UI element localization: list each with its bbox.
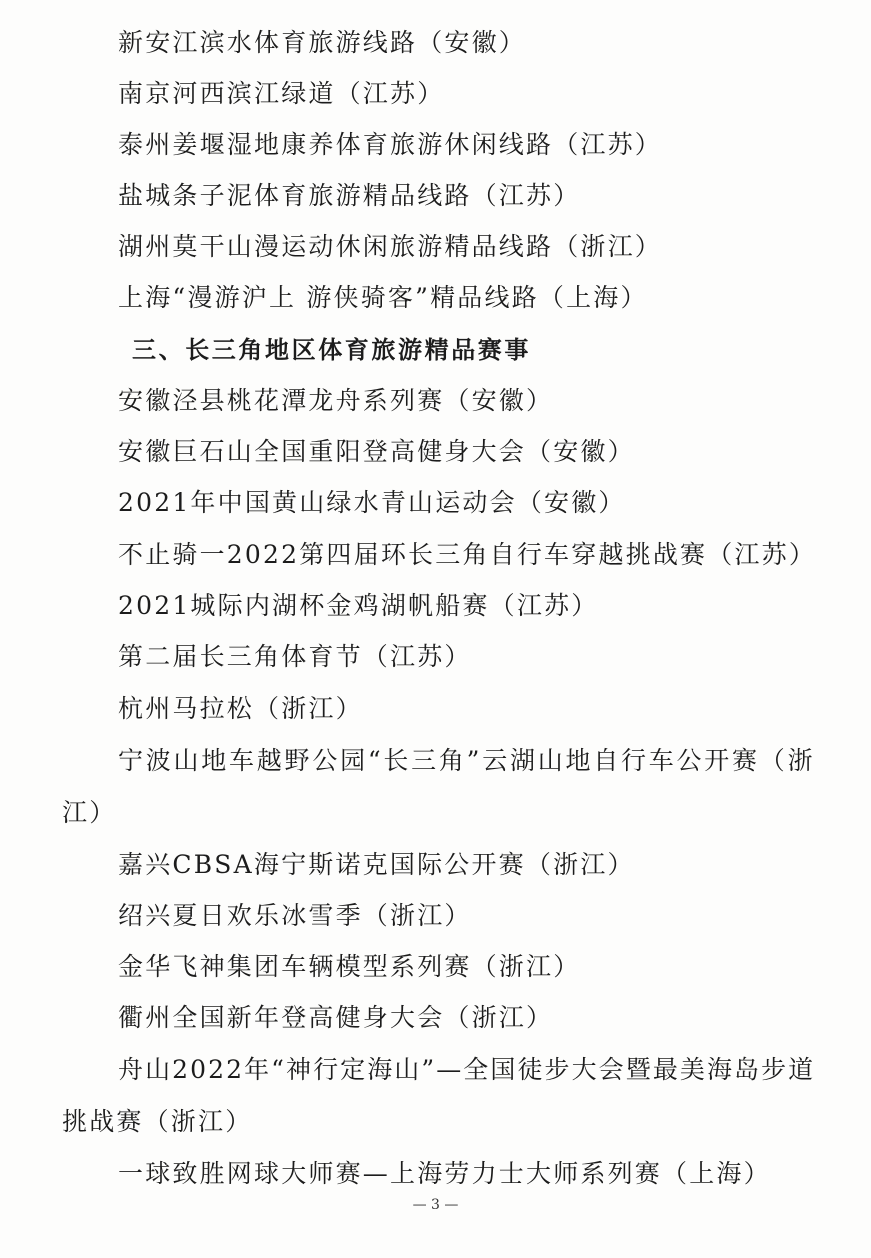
event-item: 嘉兴CBSA海宁斯诺克国际公开赛（浙江）: [118, 850, 635, 879]
route-item: 南京河西滨江绿道（江苏）: [118, 79, 445, 108]
event-item: 宁波山地车越野公园“长三角”云湖山地自行车公开赛（浙: [118, 746, 816, 775]
event-item: 安徽巨石山全国重阳登高健身大会（安徽）: [118, 437, 635, 466]
event-item: 2021城际内湖杯金鸡湖帆船赛（江苏）: [118, 591, 599, 620]
event-item: 杭州马拉松（浙江）: [118, 694, 363, 723]
route-item: 泰州姜堰湿地康养体育旅游休闲线路（江苏）: [118, 130, 663, 159]
page-number: — 3 —: [412, 1197, 459, 1213]
event-item: 一球致胜网球大师赛—上海劳力士大师系列赛（上海）: [118, 1159, 771, 1188]
event-item: 第二届长三角体育节（江苏）: [118, 642, 472, 671]
event-item: 舟山2022年“神行定海山”—全国徒步大会暨最美海岛步道: [118, 1055, 816, 1084]
route-item: 上海“漫游沪上 游侠骑客”精品线路（上海）: [118, 283, 648, 312]
route-item: 新安江滨水体育旅游线路（安徽）: [118, 28, 527, 57]
event-item: 不止骑一2022第四届环长三角自行车穿越挑战赛（江苏）: [118, 540, 817, 569]
event-item-continuation: 江）: [62, 798, 117, 827]
section-heading: 三、长三角地区体育旅游精品赛事: [132, 336, 531, 364]
route-item: 盐城条子泥体育旅游精品线路（江苏）: [118, 181, 581, 210]
route-item: 湖州莫干山漫运动休闲旅游精品线路（浙江）: [118, 232, 663, 261]
event-item-continuation: 挑战赛（浙江）: [62, 1107, 253, 1136]
event-item: 衢州全国新年登高健身大会（浙江）: [118, 1003, 554, 1032]
event-item: 2021年中国黄山绿水青山运动会（安徽）: [118, 488, 626, 517]
event-item: 绍兴夏日欢乐冰雪季（浙江）: [118, 901, 472, 930]
event-item: 金华飞神集团车辆模型系列赛（浙江）: [118, 952, 581, 981]
event-item: 安徽泾县桃花潭龙舟系列赛（安徽）: [118, 386, 554, 415]
